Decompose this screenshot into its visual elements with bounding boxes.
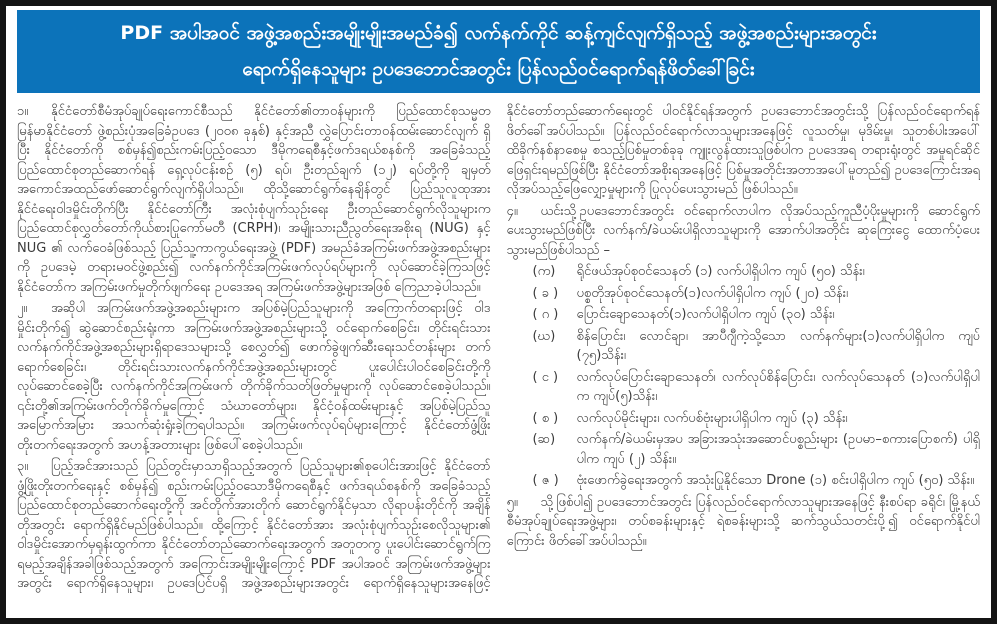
reward-item-nga xyxy=(533,368,981,407)
title-line-2: ရောက်ရှိနေသူများ ဥပဒေဘောင်အတွင်း ပြန်လည်ဝင်ရောက်ရန်ဖိတ်ခေါ်ခြင်း xyxy=(242,57,755,80)
paragraph-4-text: ယင်းသို့ဥပဒေဘောင်အတွင်း ဝင်ရောက်လာပါက လိုအပ်သည့်ကူညီပံ့ပိုးမှုများကို ဆောင်ရွက်ပေးသွားမည်ဖြစ်ပြီး လက်နက်/ခဲယမ်းပါရှိလာသူများကို အောက်ပါအတိုင်း ဆုကြေးငွေ ထောက်ပံ့ပေးသွားမည်ဖြစ်ပါသည် – xyxy=(506,203,980,258)
reward-item-sa-label: ( စ ) xyxy=(532,410,559,426)
reward-item-hsa-label: (ဆ) xyxy=(532,432,556,447)
reward-item-za-text: ဗုံးဖောက်ခွဲရေးအတွက် အသုံးပြုနိုင်သော Drone (၁) စင်းပါရှိပါက ကျပ် (၅၀) သိန်း။ xyxy=(576,473,975,488)
paragraph-1-number: ၁။ xyxy=(17,104,29,119)
reward-item-sa-text: လက်လုပ်မိုင်းများ၊ လက်ပစ်ဗုံးများပါရှိပါက ကျပ် (၃) သိန်း၊ xyxy=(576,410,848,426)
paragraph-5-number: ၅။ xyxy=(506,494,518,510)
paragraph-4-number: ၄။ xyxy=(506,203,518,219)
reward-item-ga xyxy=(533,305,981,325)
title-banner xyxy=(17,10,980,93)
reward-item-kha-text: ပစ္စတိုအုပ်စုဝင်သေနတ်(၁)လက်ပါရှိပါက ကျပ် (၂၀) သိန်း၊ xyxy=(576,285,849,301)
paragraph-5 xyxy=(507,493,981,552)
reward-item-hsa xyxy=(533,430,981,469)
reward-item-ka-label: (က) xyxy=(532,264,556,279)
reward-item-hsa-text: လက်နက်/ခဲယမ်းမှအပ အခြားအသုံးအဆောင်ပစ္စည်းများ (ဥပမာ–စကားပြောစက်) ပါရှိပါက ကျပ် (၂) သိန်း။ xyxy=(576,432,980,467)
title-line-1: PDF အပါအဝင် အဖွဲ့အစည်းအမျိုးမျိုးအမည်ခံ၍ လက်နက်ကိုင် ဆန့်ကျင်လျက်ရှိသည့် အဖွဲ့အစည်းများအတွင်း xyxy=(120,22,877,45)
paragraph-2-number: ၂။ xyxy=(17,301,28,316)
reward-item-kha-label: ( ခ ) xyxy=(532,285,559,301)
reward-item-gha xyxy=(533,327,981,366)
paragraph-2 xyxy=(17,299,491,455)
reward-item-sa xyxy=(533,409,981,429)
paragraph-2-text: အဆိုပါ အကြမ်းဖက်အဖွဲ့အစည်းများက အပြစ်မဲ့ပြည်သူများကို အကြောက်တရားဖြင့် ဝါဒမှိုင်းတိုက်၍ ဆွဲဆောင်စည်းရုံးကာ အကြမ်းဖက်အဖွဲ့အစည်းများသို့ ဝင်ရောက်စေခြင်း၊ တိုင်းရင်းသား လက်နက်ကိုင်အဖွဲ့အစည်းများရှိရာဒေသများသို့ စေလွှတ်၍ ဖောက်ခွဲဖျက်ဆီးရေးသင်တန်းများ တက်ရောက်စေခြင်း၊ တိုင်းရင်းသားလက်နက်ကိုင်အဖွဲ့အစည်းများတွင် ပူးပေါင်းပါဝင်စေခြင်းတို့ကို လုပ်ဆောင်စေခဲ့ပြီး လက်နက်ကိုင်အကြမ်းဖက် တိုက်ခိုက်သတ်ဖြတ်မှုများကို လုပ်ဆောင်စေခဲ့ပါသည်။ ၎င်းတို့၏အကြမ်းဖက်တိုက်ခိုက်မှုကြောင့် သံဃာတော်များ၊ နိုင်ငံ့ဝန်ထမ်းများနှင့် အပြစ်မဲ့ပြည်သူအမြောက်အမြား အသက်ဆုံးရှုံးခဲ့ကြရပါသည်။ အကြမ်းဖက်လုပ်ရပ်များကြောင့် နိုင်ငံတော်ဖွံ့ဖြိုးတိုးတက်ရေးအတွက် အဟန့်အတားများ ဖြစ်ပေါ်စေခဲ့ပါသည်။ xyxy=(17,301,491,453)
reward-item-za-label: ( ဇ ) xyxy=(532,473,559,488)
reward-item-ga-text: ပြောင်းချောသေနတ်(၁)လက်ပါရှိပါက ကျပ် (၃၀) သိန်း၊ xyxy=(576,307,835,322)
reward-item-nga-text: လက်လုပ်ပြောင်းချောသေနတ်၊ လက်လုပ်စိန်ပြောင်း၊ လက်လုပ်သေနတ် (၁)လက်ပါရှိပါက ကျပ်(၅)သိန်း၊ xyxy=(576,369,980,404)
paragraph-1 xyxy=(17,102,491,297)
paragraph-3-number: ၃။ xyxy=(17,459,29,474)
paragraph-5-text: သို့ဖြစ်ပါ၍ ဥပဒေဘောင်အတွင်း ပြန်လည်ဝင်ရောက်လာသူများအနေဖြင့် နီးစပ်ရာ ခရိုင်၊ မြို့နယ်စီမံအုပ်ချုပ်ရေးအဖွဲ့များ၊ တပ်စခန်းများနှင့် ရဲစခန်းများသို့ ဆက်သွယ်သတင်းပို့၍ ဝင်ရောက်နိုင်ပါကြောင်း ဖိတ်ခေါ်အပ်ပါသည်။ xyxy=(506,494,980,549)
reward-item-kha xyxy=(533,284,981,304)
paragraph-1-text: နိုင်ငံတော်စီမံအုပ်ချုပ်ရေးကောင်စီသည် နိုင်ငံတော်၏တာဝန်များကို ပြည်ထောင်စုသမ္မတ မြန်မာနိုင်ငံတော် ဖွဲ့စည်းပုံအခြေခံဥပဒေ (၂၀၀၈ ခုနှစ်) နှင့်အညီ လွှဲပြောင်းတာဝန်ထမ်းဆောင်လျက် ရှိပြီး နိုင်ငံတော်ကို စစ်မှန်၍စည်းကမ်းပြည့်ဝသော ဒီမိုကရေစီနှင့်ဖက်ဒရယ်စနစ်ကို အခြေခံသည့် ပြည်ထောင်စုတည်ဆောက်ရန် ရှေ့လုပ်ငန်းစဉ် (၅) ရပ်၊ ဦးတည်ချက် (၁၂) ရပ်တို့ကို ချမှတ်အကောင်အထည်ဖော်ဆောင်ရွက်လျက်ရှိပါသည်။ ထိုသို့ဆောင်ရွက်နေချိန်တွင် ပြည်သူလူထုအား နိုင်ငံရေးဝါဒမှိုင်းတိုက်ပြီး နိုင်ငံတော်ကြီး အလုံးစုံပျက်သုဉ်းရေး ဦးတည်ဆောင်ရွက်လိုသူများက ပြည်ထောင်စုလွှတ်တော်ကိုယ်စားပြုကော်မတီ (CRPH)၊ အမျိုးသားညီညွတ်ရေးအစိုးရ (NUG) နှင့် NUG ၏ လက်ဝေခံဖြစ်သည့် ပြည်သူ့ကာကွယ်ရေးအဖွဲ့ (PDF) အမည်ခံအကြမ်းဖက်အဖွဲ့အစည်းများကို ဥပဒေမဲ့ တရားမဝင်ဖွဲ့စည်း၍ လက်နက်ကိုင်အကြမ်းဖက်လုပ်ရပ်များကို လုပ်ဆောင်ခဲ့ကြသဖြင့် နိုင်ငံတော်က အကြမ်းဖက်မှုတိုက်ဖျက်ရေး ဥပဒေအရ အကြမ်းဖက်အဖွဲ့များအဖြစ် ကြေညာခဲ့ပါသည်။ xyxy=(17,104,491,295)
page-inner xyxy=(6,6,991,618)
reward-item-ga-label: ( ဂ ) xyxy=(532,307,559,322)
reward-item-nga-label: ( င ) xyxy=(532,369,559,385)
paragraph-3-text: ပြည့်အင်အားသည် ပြည်တွင်းမှာသာရှိသည့်အတွက် ပြည်သူများ၏စုပေါင်းအားဖြင့် နိုင်ငံတော်ဖွံ့ဖြိုးတိုးတက်ရေးနှင့် စစ်မှန်၍ စည်းကမ်းပြည့်ဝသောဒီမိုကရေစီနှင့် ဖက်ဒရယ်စနစ်ကို အခြေခံသည့် ပြည်ထောင်စုတည်ဆောက်ရေးတို့ကို အင်တိုက်အားတိုက် ဆောင်ရွက်နိုင်မှသာ လိုရာပန်းတိုင်ကို အချိန်တိုအတွင်း ရောက်ရှိနိုင်မည်ဖြစ်ပါသည်။ ထို့ကြောင့် နိုင်ငံတော်အား အလုံးစုံပျက်သုဉ်းစေလိုသူများ၏ ဝါဒမှိုင်းအောက်မှရုန်းထွက်ကာ နိုင်ငံတော်တည်ဆောက်ရေးအတွက် အတူတကွ ပူးပေါင်းဆောင်ရွက်ကြရမည့်အချိန်အခါဖြစ်သည့်အတွက် အကြောင်းအမျိုးမျိုးကြောင့် PDF အပါအဝင် အကြမ်းဖက်အဖွဲ့များအတွင်း ရောက်ရှိနေသူများ၊ ဥပဒေပြင်ပရှိ အဖွဲ့အစည်းများအတွင်း ရောက်ရှိနေသူများအနေဖြင့် နိုင်ငံတော်တည်ဆောက်ရေးတွင် ပါဝင်နိုင်ရန်အတွက် ဥပဒေဘောင်အတွင်းသို့ ပြန်လည်ဝင်ရောက်ရန် ဖိတ်ခေါ်အပ်ပါသည်။ ပြန်လည်ဝင်ရောက်လာသူများအနေဖြင့် လူသတ်မှု၊ မုဒိမ်းမှု၊ သူတစ်ပါးအပေါ် ထိခိုက်နစ်နာစေမှု စသည့်ပြစ်မှုတစ်ခုခု ကျူးလွန်ထားသူဖြစ်ပါက ဥပဒေအရ တရားရုံးတွင် အမှုရင်ဆိုင်ဖြေရှင်းရမည်ဖြစ်ပြီး နိုင်ငံတော်အစိုးရအနေဖြင့် ပြစ်မှုအတိုင်းအတာအပေါ်မူတည်၍ ဥပဒေကြောင်းအရ လိုအပ်သည့်ဖြေလျှော့မှုများကို ပြုလုပ်ပေးသွားမည် ဖြစ်ပါသည်။ xyxy=(17,104,980,591)
reward-item-ka-text: ရိုင်ဖယ်အုပ်စုဝင်သေနတ် (၁) လက်ပါရှိပါက ကျပ် (၅၀) သိန်း၊ xyxy=(576,264,865,279)
paragraph-4 xyxy=(507,202,981,261)
document-body xyxy=(17,102,980,600)
reward-item-za xyxy=(533,471,981,491)
reward-item-gha-label: (ဃ) xyxy=(532,328,556,344)
reward-item-gha-text: စိန်ပြောင်း၊ လောင်ချာ၊ အာပီဂျီကဲ့သို့သော လက်နက်များ(၁)လက်ပါရှိပါက ကျပ် (၇၅)သိန်း၊ xyxy=(576,328,980,363)
reward-item-ka xyxy=(533,262,981,282)
